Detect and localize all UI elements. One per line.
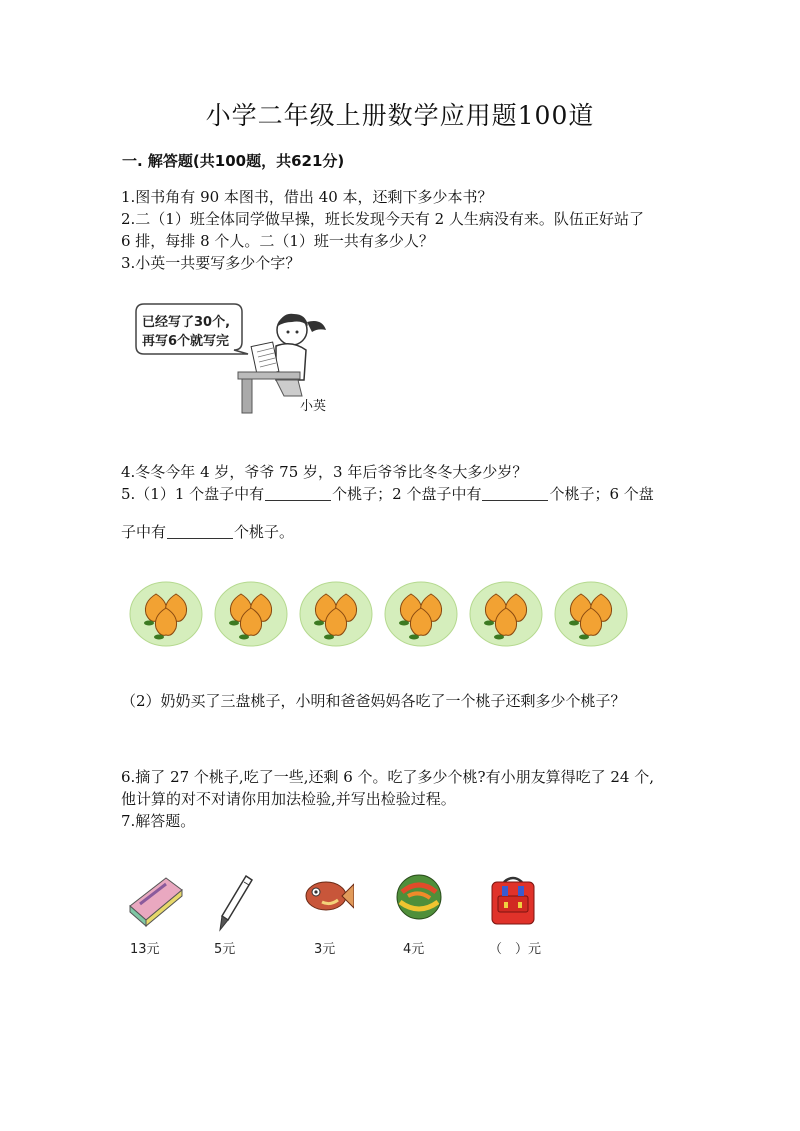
girl-name-label: 小英 [300,399,327,414]
question-2-line-1: 2.二（1）班全体同学做早操，班长发现今天有 2 人生病没有来。队伍正好站了 [121,210,644,228]
schoolbag-icon [488,874,538,928]
question-7: 7.解答题。 [121,812,196,830]
price-label: （ ）元 [489,942,542,957]
question-1: 1.图书角有 90 本图书，借出 40 本，还剩下多少本书？ [121,188,493,206]
question-5-part-1-line-1 [121,483,654,505]
question-5-part-2: （2）奶奶买了三盘桃子，小明和爸爸妈妈各吃了一个桃子还剩多少个桃子？ [121,692,626,710]
q5-text-e: 个桃子。 [234,523,295,541]
pen-icon [212,872,256,932]
q5-text-b: 个桃子；2 个盘子中有 [332,485,482,503]
toy-fish-icon [302,874,354,918]
question-6-line-2: 他计算的对不对请你用加法检验,并写出检验过程。 [121,790,456,808]
question-4: 4.冬冬今年 4 岁，爷爷 75 岁，3 年后爷爷比冬冬大多少岁？ [121,463,528,481]
peach-plate [300,582,372,646]
q5-text-c: 个桃子；6 个盘 [549,485,654,503]
price-label: 4元 [403,942,425,957]
question-6-line-1: 6.摘了 27 个桃子,吃了一些,还剩 6 个。吃了多少个桃?有小朋友算得吃了 24 个, [121,768,654,786]
answer-blank-2[interactable] [482,485,548,501]
answer-blank-1[interactable] [265,485,331,501]
peach-plates-row [128,578,648,650]
page-title: 小学二年级上册数学应用题100道 [205,101,595,130]
answer-blank-3[interactable] [167,523,233,539]
price-label: 5元 [214,942,236,957]
section-heading: 一. 解答题(共100题，共621分) [122,152,345,170]
question-2-line-2: 6 排，每排 8 个人。二（1）班一共有多少人？ [121,232,434,250]
price-label: 3元 [314,942,336,957]
peach-plate [555,582,627,646]
peach-plate [130,582,202,646]
bubble-line-1: 已经写了30个, [142,315,231,330]
q5-text-d: 子中有 [121,523,167,541]
peach-plate [215,582,287,646]
peach-plate [385,582,457,646]
girl-writing-illustration [126,300,336,420]
ball-icon [394,872,444,922]
q5-text-a: 5.（1）1 个盘子中有 [121,485,265,503]
price-label: 13元 [130,942,160,957]
question-5-part-1-line-2 [121,521,294,543]
pencil-box-icon [126,870,186,928]
question-3: 3.小英一共要写多少个字？ [121,254,301,272]
bubble-line-2: 再写6个就写完 [142,334,230,349]
peach-plate [470,582,542,646]
